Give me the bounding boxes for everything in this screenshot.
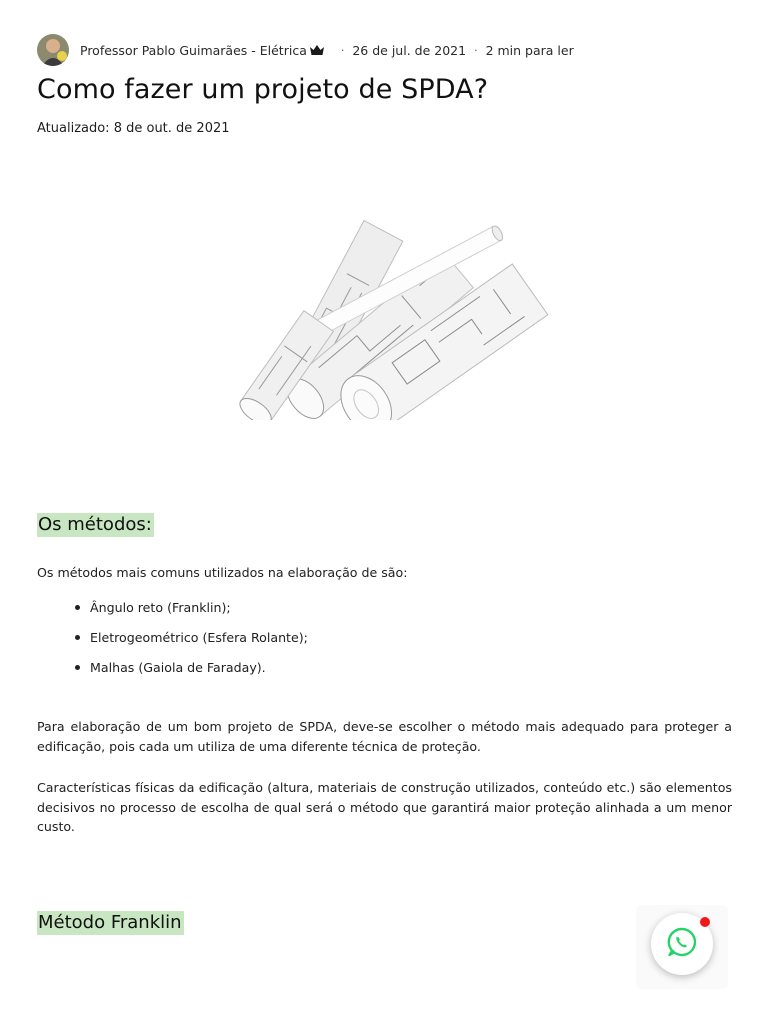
notification-dot	[700, 917, 710, 927]
whatsapp-icon	[666, 926, 698, 962]
meta-separator: ·	[340, 43, 345, 57]
meta-separator: ·	[474, 43, 478, 57]
author-avatar[interactable]	[37, 34, 69, 66]
post-meta	[37, 34, 574, 66]
section-heading-franklin: Método Franklin	[38, 912, 182, 933]
section-heading-metodos: Os métodos:	[38, 514, 152, 535]
list-item: Malhas (Gaiola de Faraday).	[37, 658, 637, 688]
post-date: 26 de jul. de 2021	[352, 42, 467, 58]
post-title: Como fazer um projeto de SPDA?	[37, 74, 489, 105]
list-item: Eletrogeométrico (Esfera Rolante);	[37, 628, 637, 658]
paragraph-method-choice: Para elaboração de um bom projeto de SPDA, deve-se escolher o método mais adequado para proteger a edificação, pois cada um utiliza de uma diferente técnica de proteção.	[37, 719, 732, 754]
read-time: 2 min para ler	[485, 42, 574, 58]
paragraph-building-features: Características físicas da edificação (altura, materiais de construção utilizados, conteúdo etc.) são elementos decisivos no processo de escolha de qual será o método que garantirá maior proteção alinhada a um menor custo.	[37, 780, 732, 834]
blueprints-image	[210, 212, 562, 420]
list-item: Ângulo reto (Franklin);	[37, 598, 637, 628]
author-name[interactable]: Professor Pablo Guimarães - Elétrica	[80, 42, 307, 58]
updated-date: Atualizado: 8 de out. de 2021	[37, 121, 230, 136]
crown-icon	[310, 43, 324, 58]
methods-list	[37, 598, 637, 688]
section-intro: Os métodos mais comuns utilizados na elaboração de são:	[37, 565, 408, 580]
